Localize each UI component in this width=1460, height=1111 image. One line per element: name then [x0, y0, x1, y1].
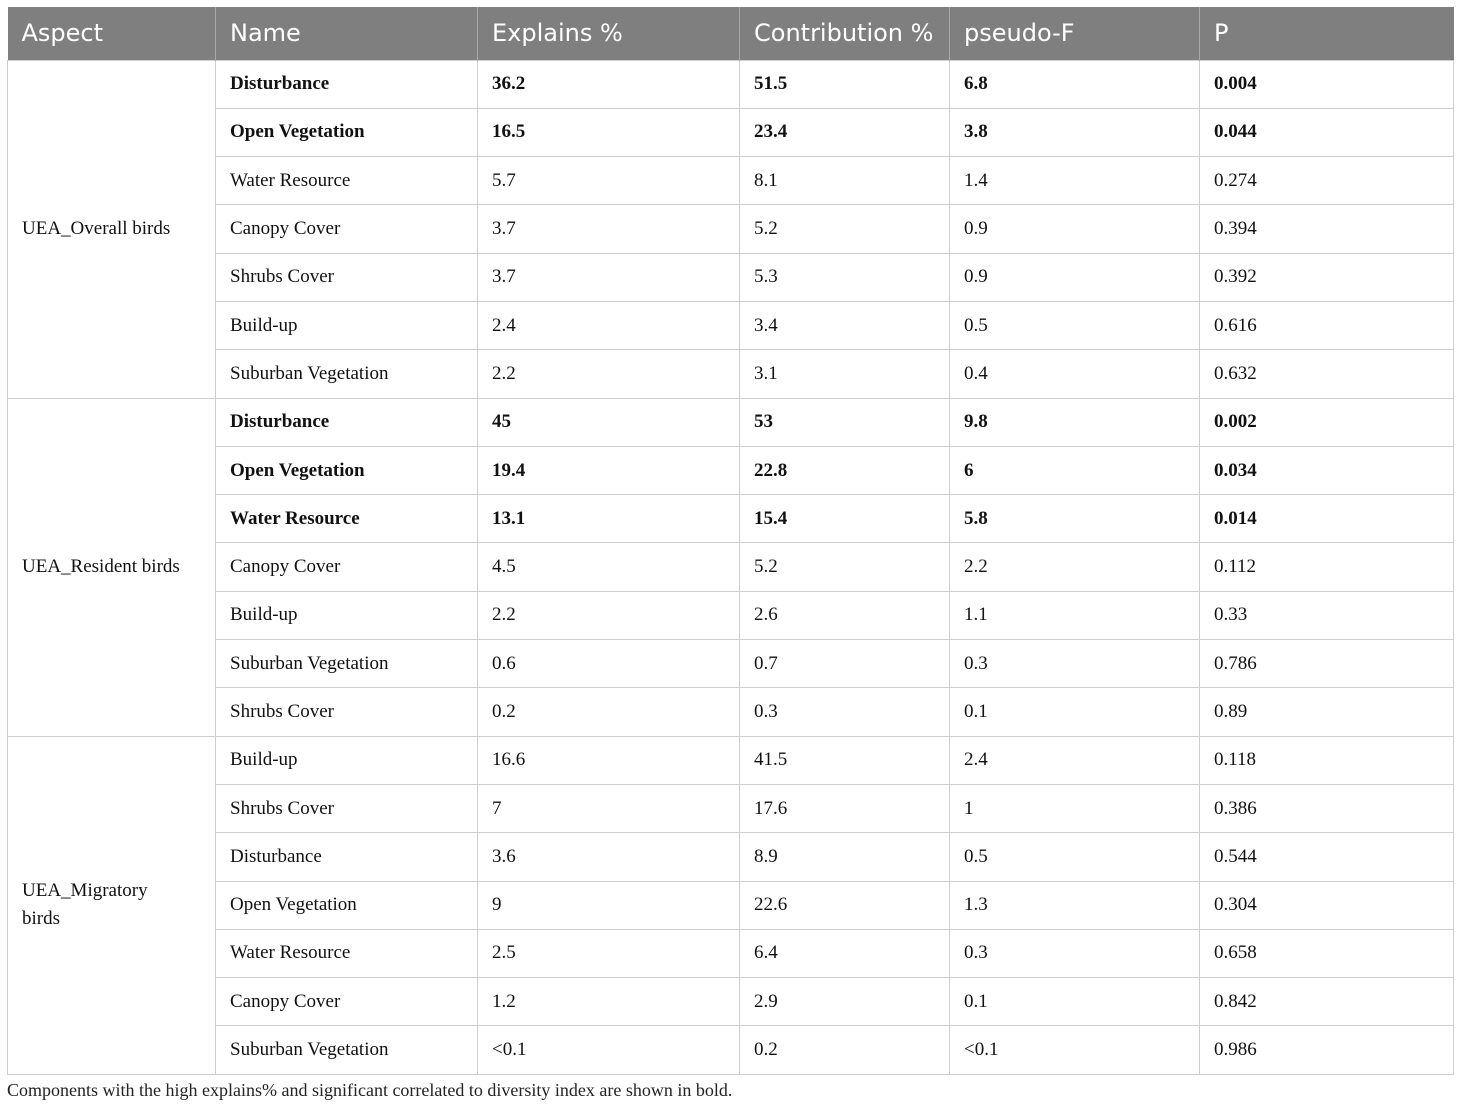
header-pseudo-f: pseudo-F [950, 7, 1200, 60]
cell-contribution: 5.2 [740, 543, 950, 591]
cell-contribution: 3.1 [740, 350, 950, 398]
cell-pseudo-f: 6 [950, 446, 1200, 494]
cell-p: 0.034 [1200, 446, 1454, 494]
cell-contribution: 8.9 [740, 833, 950, 881]
table-row [8, 640, 1454, 688]
cell-explains: 2.5 [478, 929, 740, 977]
cell-explains: 16.6 [478, 736, 740, 784]
cell-p: 0.632 [1200, 350, 1454, 398]
table-row [8, 301, 1454, 349]
cell-pseudo-f: 0.1 [950, 978, 1200, 1026]
table-row [8, 398, 1454, 446]
cell-pseudo-f: 0.9 [950, 253, 1200, 301]
cell-contribution: 22.8 [740, 446, 950, 494]
cell-p: 0.118 [1200, 736, 1454, 784]
cell-contribution: 5.3 [740, 253, 950, 301]
cell-name: Shrubs Cover [216, 688, 478, 736]
cell-contribution: 5.2 [740, 205, 950, 253]
cell-name: Water Resource [216, 929, 478, 977]
cell-p: 0.986 [1200, 1026, 1454, 1074]
cell-pseudo-f: <0.1 [950, 1026, 1200, 1074]
cell-contribution: 23.4 [740, 108, 950, 156]
cell-contribution: 3.4 [740, 301, 950, 349]
cell-contribution: 2.9 [740, 978, 950, 1026]
table-row [8, 446, 1454, 494]
cell-explains: 19.4 [478, 446, 740, 494]
cell-p: 0.544 [1200, 833, 1454, 881]
cell-contribution: 0.7 [740, 640, 950, 688]
cell-explains: 5.7 [478, 157, 740, 205]
cell-name: Suburban Vegetation [216, 350, 478, 398]
table-row [8, 688, 1454, 736]
cell-p: 0.004 [1200, 60, 1454, 108]
cell-explains: 3.7 [478, 205, 740, 253]
cell-pseudo-f: 0.3 [950, 640, 1200, 688]
cell-name: Water Resource [216, 495, 478, 543]
cell-pseudo-f: 3.8 [950, 108, 1200, 156]
table-row [8, 253, 1454, 301]
cell-explains: 2.4 [478, 301, 740, 349]
table-row [8, 833, 1454, 881]
cell-pseudo-f: 1.3 [950, 881, 1200, 929]
cell-name: Build-up [216, 736, 478, 784]
cell-name: Suburban Vegetation [216, 1026, 478, 1074]
cell-name: Canopy Cover [216, 205, 478, 253]
cell-explains: 0.6 [478, 640, 740, 688]
cell-p: 0.386 [1200, 784, 1454, 832]
cell-p: 0.392 [1200, 253, 1454, 301]
header-row [8, 7, 1454, 60]
table-row [8, 784, 1454, 832]
cell-p: 0.014 [1200, 495, 1454, 543]
cell-contribution: 22.6 [740, 881, 950, 929]
cell-p: 0.304 [1200, 881, 1454, 929]
cell-p: 0.658 [1200, 929, 1454, 977]
cell-explains: 3.7 [478, 253, 740, 301]
cell-pseudo-f: 9.8 [950, 398, 1200, 446]
cell-pseudo-f: 5.8 [950, 495, 1200, 543]
cell-pseudo-f: 2.4 [950, 736, 1200, 784]
cell-explains: 9 [478, 881, 740, 929]
cell-name: Shrubs Cover [216, 253, 478, 301]
cell-explains: 2.2 [478, 350, 740, 398]
table-row [8, 978, 1454, 1026]
cell-explains: 3.6 [478, 833, 740, 881]
cell-p: 0.842 [1200, 978, 1454, 1026]
table-row [8, 495, 1454, 543]
cell-pseudo-f: 1.1 [950, 591, 1200, 639]
cell-p: 0.394 [1200, 205, 1454, 253]
cell-name: Disturbance [216, 398, 478, 446]
cell-pseudo-f: 0.5 [950, 301, 1200, 349]
cell-p: 0.002 [1200, 398, 1454, 446]
cell-contribution: 53 [740, 398, 950, 446]
cell-p: 0.112 [1200, 543, 1454, 591]
cell-p: 0.616 [1200, 301, 1454, 349]
table-row [8, 205, 1454, 253]
cell-contribution: 0.3 [740, 688, 950, 736]
header-p: P [1200, 7, 1454, 60]
cell-aspect: UEA_Overall birds [8, 60, 216, 398]
cell-contribution: 2.6 [740, 591, 950, 639]
table-row [8, 60, 1454, 108]
cell-pseudo-f: 2.2 [950, 543, 1200, 591]
cell-explains: 1.2 [478, 978, 740, 1026]
cell-contribution: 8.1 [740, 157, 950, 205]
cell-explains: 7 [478, 784, 740, 832]
header-aspect: Aspect [8, 7, 216, 60]
cell-pseudo-f: 0.5 [950, 833, 1200, 881]
cell-pseudo-f: 1.4 [950, 157, 1200, 205]
table-row [8, 108, 1454, 156]
cell-explains: 36.2 [478, 60, 740, 108]
cell-contribution: 0.2 [740, 1026, 950, 1074]
cell-name: Water Resource [216, 157, 478, 205]
table-footnote: Components with the high explains% and significant correlated to diversity index are shown in bold. [7, 1080, 733, 1100]
table-row [8, 929, 1454, 977]
cell-explains: 0.2 [478, 688, 740, 736]
cell-contribution: 41.5 [740, 736, 950, 784]
header-contribution: Contribution % [740, 7, 950, 60]
cell-name: Disturbance [216, 833, 478, 881]
cell-name: Open Vegetation [216, 881, 478, 929]
cell-name: Canopy Cover [216, 543, 478, 591]
cell-pseudo-f: 1 [950, 784, 1200, 832]
cell-name: Open Vegetation [216, 446, 478, 494]
cell-p: 0.044 [1200, 108, 1454, 156]
table-body [8, 60, 1454, 1074]
cell-contribution: 6.4 [740, 929, 950, 977]
cell-aspect: UEA_Migratory birds [8, 736, 216, 1074]
cell-contribution: 17.6 [740, 784, 950, 832]
cell-name: Suburban Vegetation [216, 640, 478, 688]
cell-name: Canopy Cover [216, 978, 478, 1026]
cell-aspect: UEA_Resident birds [8, 398, 216, 736]
cell-p: 0.274 [1200, 157, 1454, 205]
cell-pseudo-f: 0.1 [950, 688, 1200, 736]
table-row [8, 543, 1454, 591]
header-name: Name [216, 7, 478, 60]
cell-p: 0.33 [1200, 591, 1454, 639]
cell-p: 0.786 [1200, 640, 1454, 688]
table-row [8, 881, 1454, 929]
table-row [8, 157, 1454, 205]
cell-explains: 13.1 [478, 495, 740, 543]
cell-explains: <0.1 [478, 1026, 740, 1074]
cell-explains: 45 [478, 398, 740, 446]
table-row [8, 350, 1454, 398]
cell-pseudo-f: 0.3 [950, 929, 1200, 977]
cell-name: Build-up [216, 301, 478, 349]
cell-explains: 2.2 [478, 591, 740, 639]
cell-contribution: 51.5 [740, 60, 950, 108]
cell-name: Open Vegetation [216, 108, 478, 156]
results-table [7, 7, 1454, 1075]
cell-name: Shrubs Cover [216, 784, 478, 832]
cell-pseudo-f: 0.4 [950, 350, 1200, 398]
cell-explains: 4.5 [478, 543, 740, 591]
table-row [8, 736, 1454, 784]
table-header [8, 7, 1454, 60]
cell-contribution: 15.4 [740, 495, 950, 543]
cell-name: Disturbance [216, 60, 478, 108]
cell-explains: 16.5 [478, 108, 740, 156]
header-explains: Explains % [478, 7, 740, 60]
table-row [8, 1026, 1454, 1074]
cell-pseudo-f: 0.9 [950, 205, 1200, 253]
cell-pseudo-f: 6.8 [950, 60, 1200, 108]
cell-p: 0.89 [1200, 688, 1454, 736]
cell-name: Build-up [216, 591, 478, 639]
table-row [8, 591, 1454, 639]
